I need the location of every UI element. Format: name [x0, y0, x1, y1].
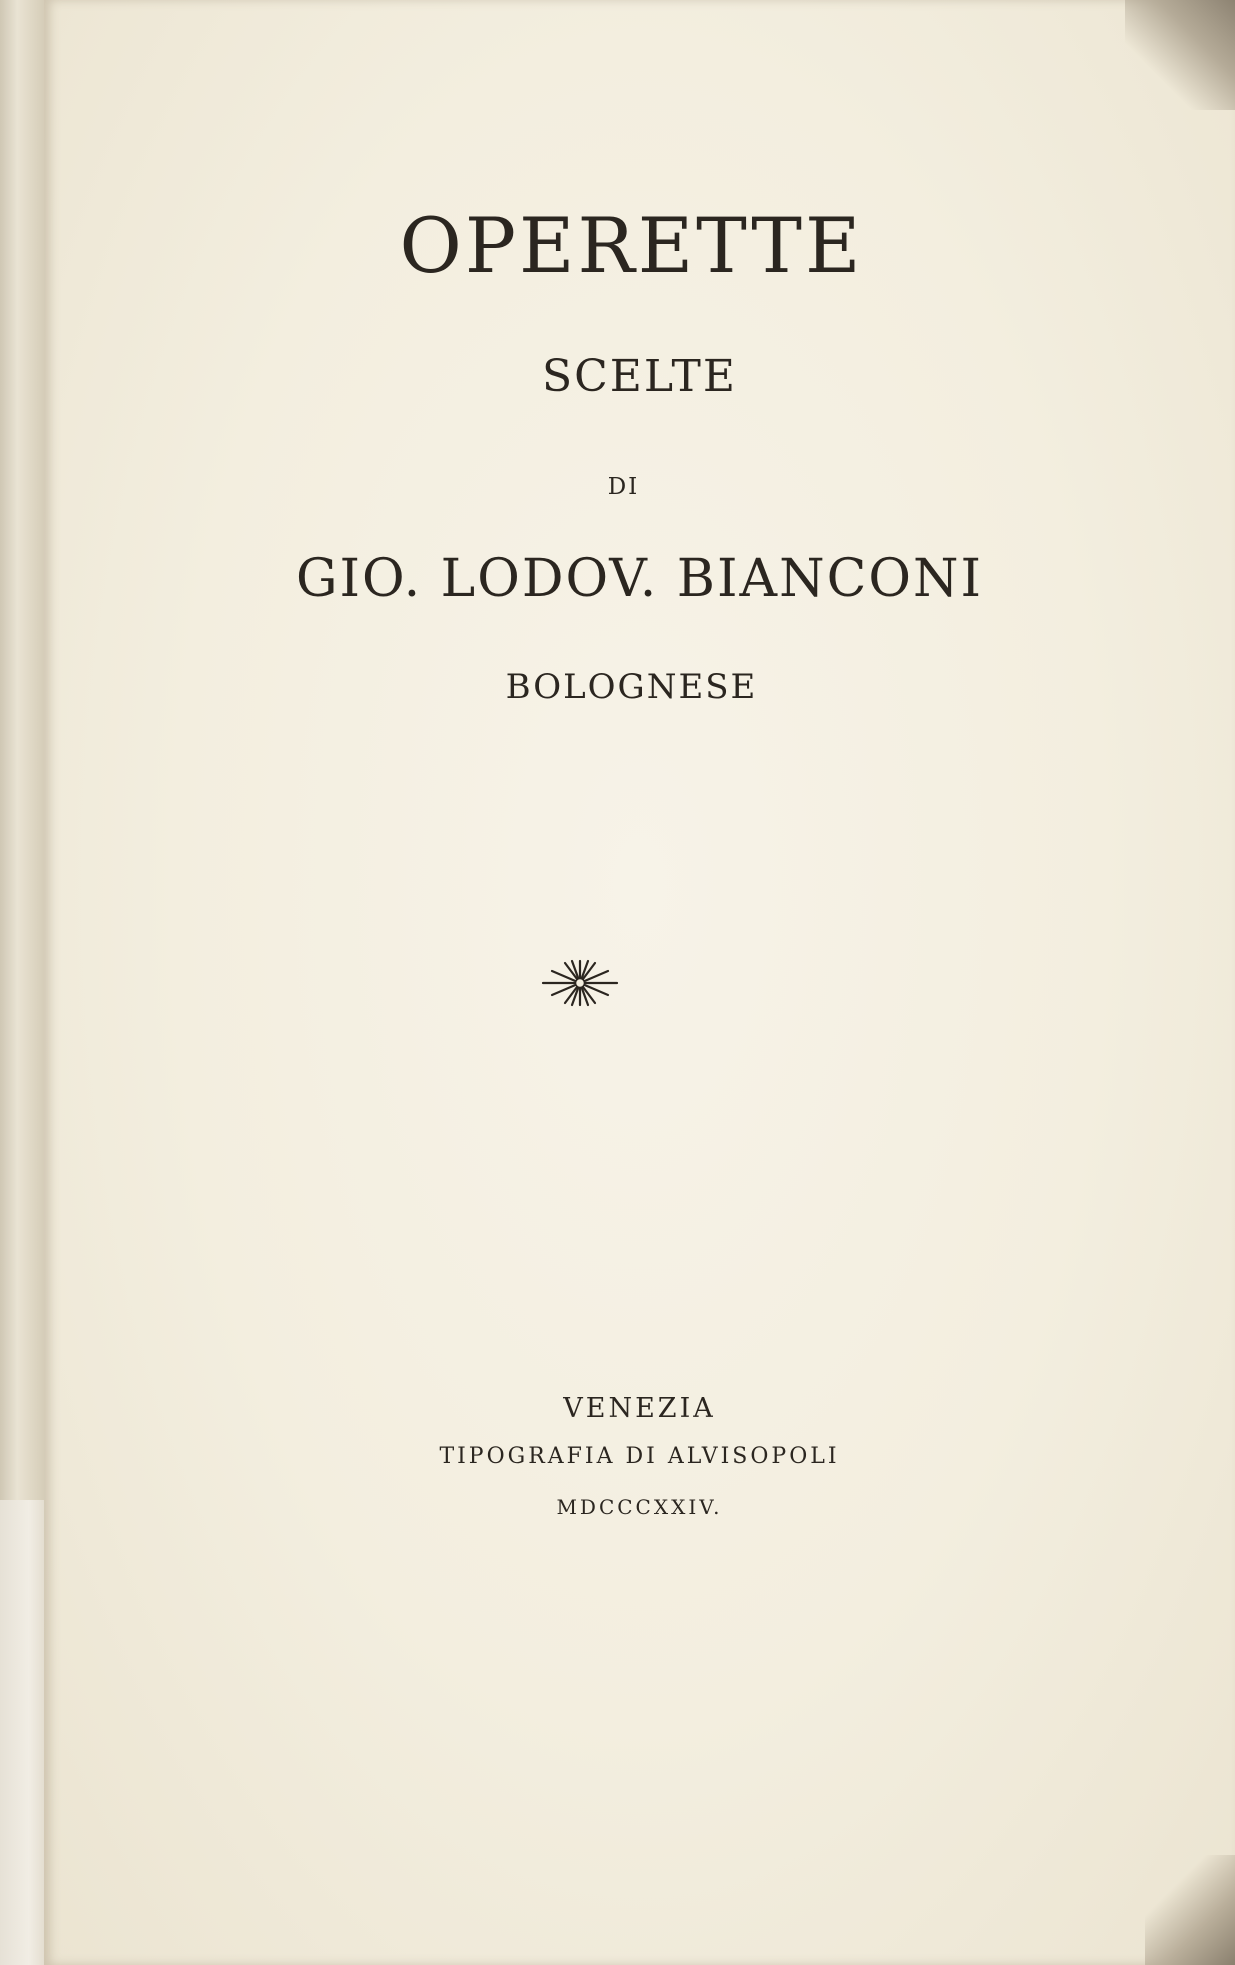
- worn-corner-top: [1125, 0, 1235, 110]
- author-preposition: DI: [607, 474, 640, 500]
- book-subtitle: SCELTE: [541, 351, 738, 402]
- imprint-year: MDCCCXXIV.: [556, 1495, 723, 1519]
- author-name: GIO. LODOV. BIANCONI: [295, 549, 984, 609]
- worn-corner-bottom: [1145, 1855, 1235, 1965]
- book-title: OPERETTE: [399, 201, 864, 290]
- sunburst-ornament-icon: [535, 958, 625, 1008]
- author-origin: BOLOGNESE: [505, 667, 758, 707]
- imprint-printer: TIPOGRAFIA DI ALVISOPOLI: [439, 1444, 840, 1469]
- imprint-city: VENEZIA: [563, 1393, 716, 1424]
- paper-sheet: [44, 0, 1235, 1965]
